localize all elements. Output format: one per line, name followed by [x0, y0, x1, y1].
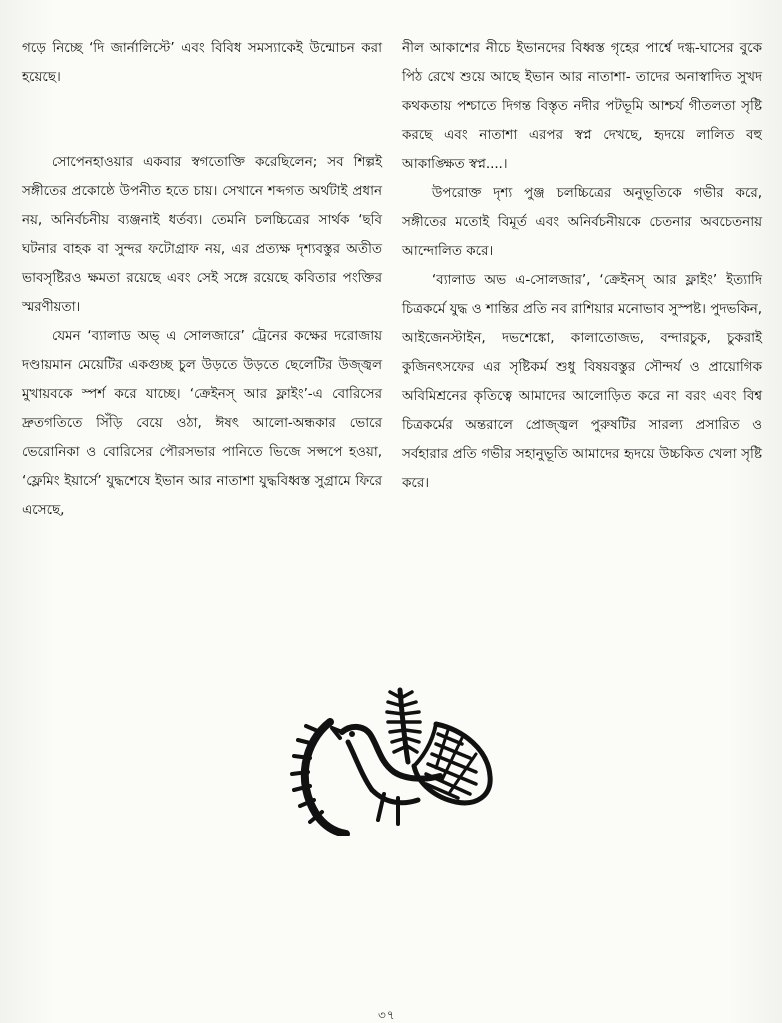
ornament-svg	[286, 684, 494, 836]
right-paragraph-2: উপরোক্ত দৃশ্য পুঞ্জ চলচ্চিত্রের অনুভূতিকে গভীর করে, সঙ্গীতের মতোই বিমূর্ত এবং অনির্বচনীয়কে চেতনার অবচেতনায় আন্দোলিত করে।	[402, 185, 762, 259]
paragraph-gap	[22, 92, 382, 148]
left-text-column	[22, 34, 382, 525]
left-paragraph-2: সোপেনহাওয়ার একবার স্বগতোক্তি করেছিলেন; সব শিল্পই সঙ্গীতের প্রকোষ্ঠে উপনীত হতে চায়। সেখানে শব্দগত অর্থটাই প্রধান নয়, অনির্বচনীয় ব্যঞ্জনাই ধর্তব্য। তেমনি চলচ্চিত্রের সার্থক ‘ছবি ঘটনার বাহক বা সুন্দর ফটোগ্রাফ নয়, এর প্রত্যক্ষ দৃশ্যবস্তুর অতীত ভাবসৃষ্টিরও ক্ষমতা রয়েছে এবং সেই সঙ্গে রয়েছে কবিতার পংক্তির স্মরণীয়তা।	[22, 154, 382, 315]
left-paragraph-3: যেমন ‘ব্যালাড অভ্ এ সোলজারে’ ট্রেনের কক্ষের দরোজায় দণ্ডায়মান মেয়েটির একগুচ্ছ চুল উড়তে উড়তে ছেলেটির উজ্জ্বল মুখায়বকে স্পর্শ করে যাচ্ছে। ‘ক্রেইনস্ আর ফ্লাইং’-এ বোরিসের দ্রুতগতিতে সিঁড়ি বেয়ে ওঠা, ঈষৎ আলো-অন্ধকার ভোরে ভেরোনিকা ও বোরিসের পৌরসভার পানিতে ভিজে সপ্সপে হওয়া, ‘ফ্লেমিং ইয়ার্সে’ যুদ্ধশেষে ইভান আর নাতাশা যুদ্ধবিধ্বস্ত সুগ্রামে ফিরে এসেছে,	[22, 328, 382, 518]
right-text-column	[402, 34, 762, 498]
folk-bird-motif-icon	[286, 684, 494, 836]
page-number: ৩৭	[378, 1008, 396, 1022]
right-paragraph-3: ‘ব্যালাড অভ এ-সোলজার’, ‘ক্রেইনস্ আর ফ্লাইং’ ইত্যাদি চিত্রকর্মে যুদ্ধ ও শান্তির প্রতি নব রাশিয়ার মনোভাব সুস্পষ্ট। পুদভকিন, আইজেনস্টাইন, দভশেঙ্কো, কালাতোজভ, বন্দারচুক, চুকরাই কুজিনৎসফের এর সৃষ্টিকর্ম শুধু বিষয়বস্তুর সৌন্দর্য ও প্রায়োগিক অবিমিশ্রনের কৃতিত্বে আমাদের আলোড়িত করে না বরং এবং বিশ্ব চিত্রকর্মের অন্তরালে প্রোজ্জ্বল পুরুষটির সারল্য প্রসারিত ও সর্বহারার প্রতি গভীর সহানুভূতি আমাদের হৃদয়ে উচ্চকিত খেলা সৃষ্টি করে।	[402, 272, 762, 491]
left-paragraph-1: গড়ে নিচ্ছে ‘দি জার্নালিস্টে’ এবং বিবিধ সমস্যাকেই উন্মোচন করা হয়েছে।	[22, 40, 382, 85]
right-paragraph-1: নীল আকাশের নীচে ইভানদের বিধ্বস্ত গৃহের পার্শ্বে দগ্ধ-ঘাসের বুকে পিঠ রেখে শুয়ে আছে ইভান আর নাতাশা- তাদের অনাস্বাদিত সুখদ কথকতায় পশ্চাতে দিগন্ত বিস্তৃত নদীর পটভূমি আশ্চর্য গীতলতা সৃষ্টি করছে এবং নাতাশা এরপর স্বপ্ন দেখছে, হৃদয়ে লালিত বহু আকাঙ্ক্ষিত স্বপ্ন....।	[402, 40, 762, 172]
